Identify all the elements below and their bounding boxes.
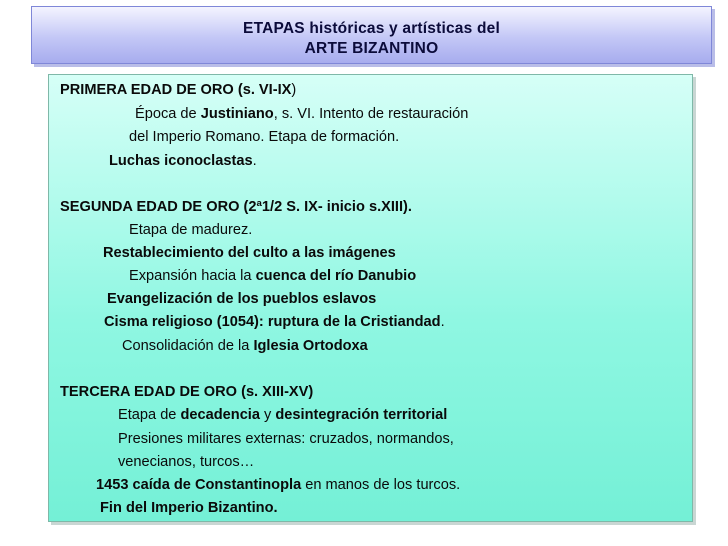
section-second-line-3 <box>129 267 416 285</box>
third-l4-bold: 1453 caída de Constantinopla <box>96 477 302 493</box>
section-third-line-3: venecianos, turcos… <box>118 454 255 470</box>
first-l1-pre: Época de <box>135 106 201 122</box>
section-second-line-6 <box>122 337 368 355</box>
section-third-line-5: Fin del Imperio Bizantino. <box>100 500 278 516</box>
second-l3-bold: cuenca del río Danubio <box>255 268 417 284</box>
section-first-heading-close: ) <box>291 82 297 98</box>
section-third-line-4 <box>96 476 460 494</box>
section-first-line-2: del Imperio Romano. Etapa de formación. <box>129 129 400 145</box>
second-l3-pre: Expansión hacia la <box>129 268 256 284</box>
section-second-line-2: Restablecimiento del culto a las imágenes <box>103 245 396 261</box>
first-l1-bold: Justiniano <box>200 106 274 122</box>
title-banner <box>31 6 712 64</box>
section-third-line-2: Presiones militares externas: cruzados, normandos, <box>118 431 454 447</box>
title-line-2: ARTE BIZANTINO <box>304 40 439 57</box>
section-first-line-1 <box>135 105 468 123</box>
third-l1-bold2: desintegración territorial <box>275 407 448 423</box>
first-l3-post: . <box>252 153 257 169</box>
second-l5-post: . <box>440 314 445 330</box>
section-first-heading-text: PRIMERA EDAD DE ORO (s. VI-IX <box>60 82 292 98</box>
section-second-line-4: Evangelización de los pueblos eslavos <box>107 291 377 307</box>
third-l1-bold1: decadencia <box>180 407 260 423</box>
first-l1-post: , s. VI. Intento de restauración <box>273 106 469 122</box>
title-line-1: ETAPAS históricas y artísticas del <box>243 20 500 37</box>
content-panel <box>48 74 693 522</box>
second-l6-pre: Consolidación de la <box>122 338 254 354</box>
second-l5-bold: Cisma religioso (1054): ruptura de la Cristiandad <box>104 314 441 330</box>
first-l3-bold: Luchas iconoclastas <box>109 153 253 169</box>
section-second-line-1: Etapa de madurez. <box>129 222 253 238</box>
second-l6-bold: Iglesia Ortodoxa <box>253 338 368 354</box>
third-l1-mid: y <box>259 407 276 423</box>
section-first-heading <box>60 81 296 99</box>
section-third-line-1 <box>118 406 447 424</box>
section-second-line-5 <box>104 313 445 331</box>
third-l4-post: en manos de los turcos. <box>301 477 461 493</box>
section-second-heading: SEGUNDA EDAD DE ORO (2ª1/2 S. IX- inicio s.XIII). <box>60 199 412 215</box>
section-first-line-3 <box>109 152 257 170</box>
third-l1-pre: Etapa de <box>118 407 181 423</box>
section-third-heading: TERCERA EDAD DE ORO (s. XIII-XV) <box>60 384 314 400</box>
